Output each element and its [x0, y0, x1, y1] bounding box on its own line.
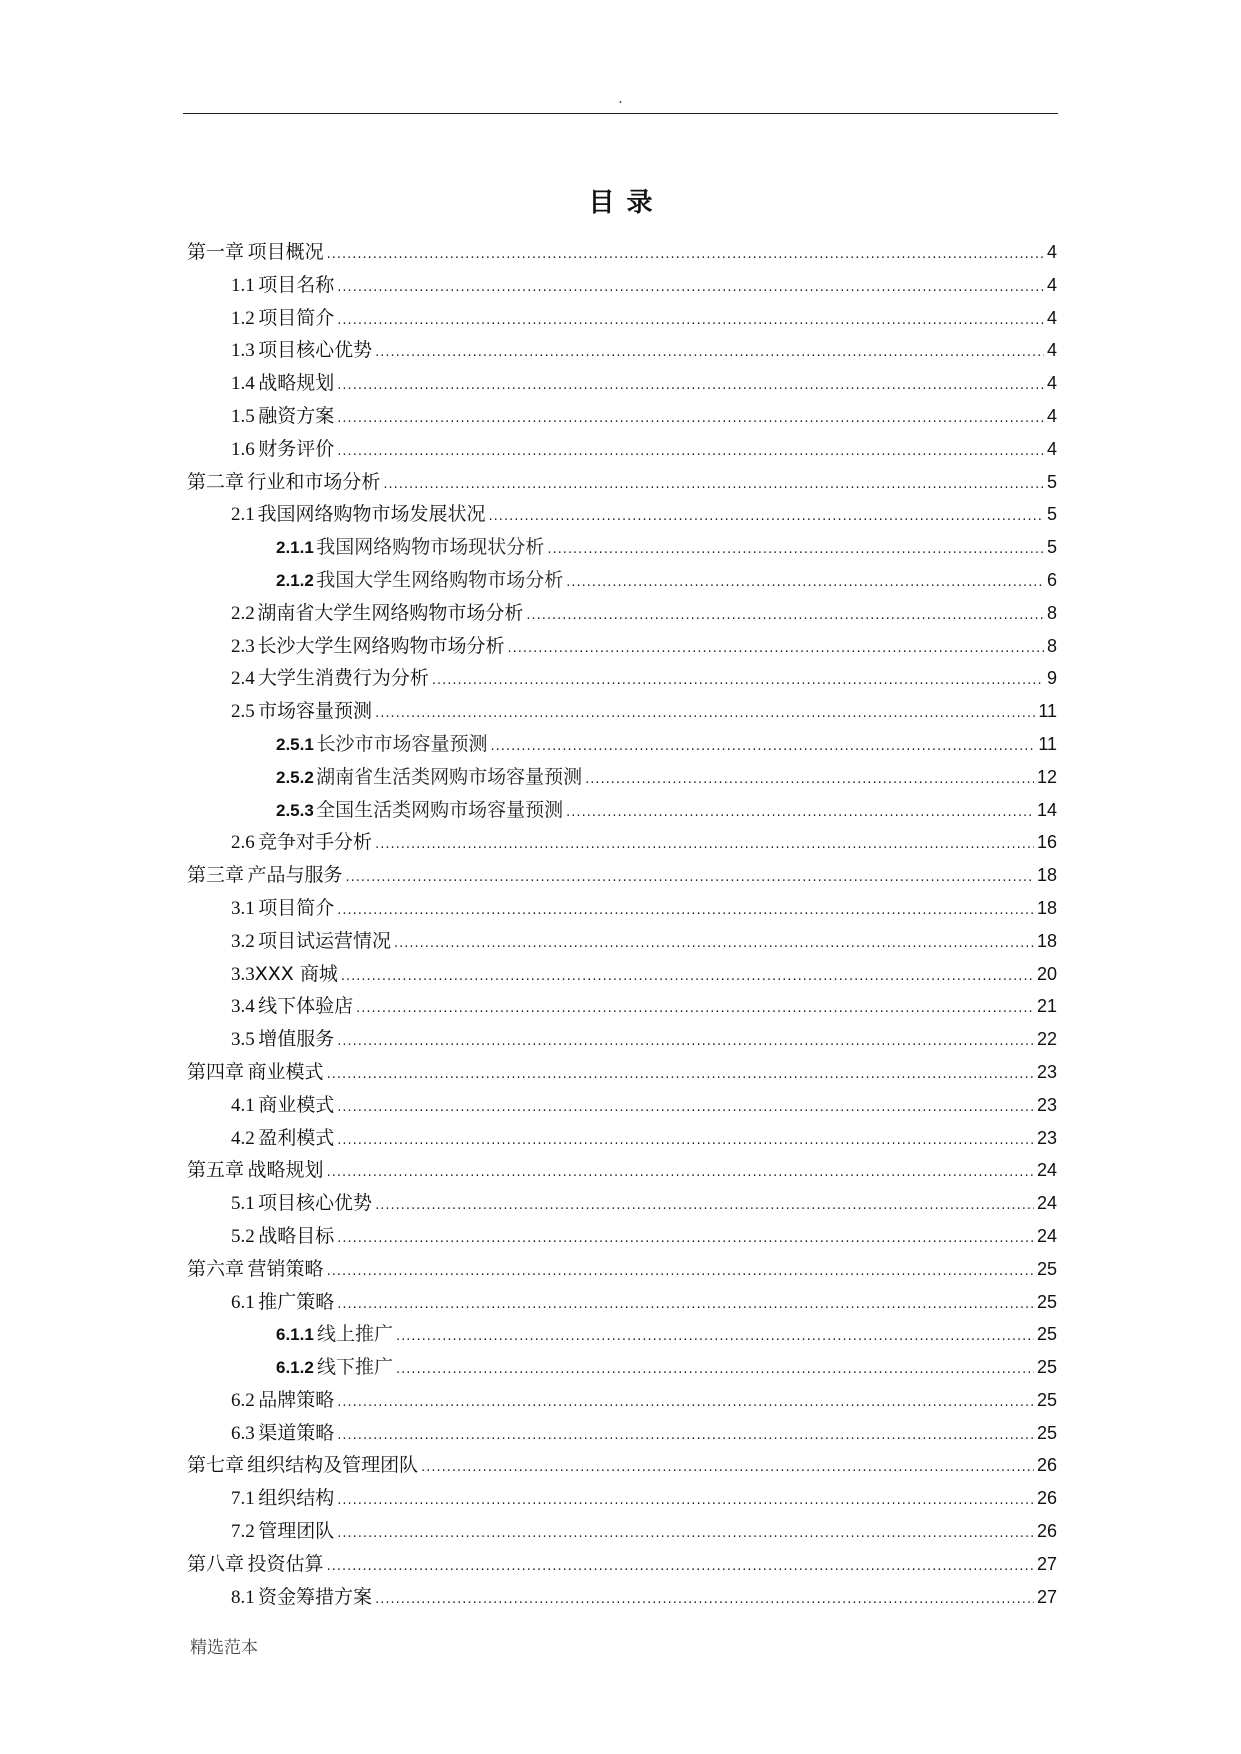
toc-entry-level-2[interactable]	[187, 892, 1057, 925]
toc-entry-title: 渠道策略	[258, 1421, 335, 1444]
toc-entry-page-number: 18	[1036, 930, 1057, 951]
toc-dot-leader	[337, 1387, 1034, 1420]
toc-entry-number: 3.2	[231, 930, 255, 952]
toc-entry-page-number: 22	[1036, 1029, 1057, 1050]
toc-entry-page-number: 23	[1036, 1127, 1057, 1148]
toc-entry-number: 5.1	[231, 1193, 255, 1215]
toc-dot-leader	[337, 1125, 1034, 1158]
toc-dot-leader	[432, 665, 1044, 698]
toc-entry-number: 2.5.2	[276, 767, 314, 787]
toc-entry-level-3[interactable]	[187, 1318, 1057, 1351]
toc-entry-page-number: 27	[1036, 1553, 1057, 1574]
toc-entry-number: 5.2	[231, 1225, 255, 1247]
toc-entry-level-2[interactable]	[187, 367, 1057, 400]
toc-entry-number: 6.1	[231, 1291, 255, 1313]
toc-entry-title: 产品与服务	[247, 864, 343, 887]
toc-entry-level-2[interactable]	[187, 433, 1057, 466]
toc-entry-title: 线上推广	[317, 1323, 394, 1346]
toc-entry-title: 湖南省大学生网络购物市场分析	[257, 601, 524, 624]
toc-entry-page-number: 9	[1046, 668, 1057, 689]
toc-entry-page-number: 24	[1036, 1193, 1057, 1214]
toc-entry-title: 项目核心优势	[258, 339, 373, 362]
toc-entry-number: 1.3	[231, 340, 255, 362]
toc-entry-title: 项目试运营情况	[257, 929, 391, 952]
toc-entry-number: 6.1.1	[276, 1325, 314, 1345]
toc-entry-title: 增值服务	[258, 1028, 335, 1051]
toc-dot-leader	[341, 961, 1034, 994]
toc-entry-title: 融资方案	[258, 404, 335, 427]
toc-entry-page-number: 26	[1036, 1488, 1057, 1509]
toc-entry-page-number: 8	[1046, 602, 1057, 623]
toc-entry-number: 第三章	[187, 864, 245, 887]
toc-entry-level-2[interactable]	[187, 1581, 1057, 1614]
toc-dot-leader	[337, 1518, 1034, 1551]
toc-entry-page-number: 23	[1036, 1061, 1057, 1082]
toc-entry-level-3[interactable]	[187, 728, 1057, 761]
toc-entry-title: 商业模式	[258, 1093, 335, 1116]
toc-dot-leader	[396, 1321, 1034, 1354]
toc-entry-level-2[interactable]	[187, 597, 1057, 630]
toc-entry-page-number: 21	[1036, 996, 1057, 1017]
toc-entry-number: 3.3	[231, 963, 255, 985]
toc-entry-page-number: 25	[1036, 1357, 1057, 1378]
toc-entry-number: 3.4	[231, 996, 255, 1018]
toc-entry-title: 组织结构	[258, 1487, 335, 1510]
toc-entry-number: 7.1	[231, 1488, 255, 1510]
toc-entry-page-number: 4	[1046, 340, 1057, 361]
toc-entry-title: 推广策略	[258, 1290, 335, 1313]
toc-dot-leader	[337, 1026, 1034, 1059]
toc-entry-level-1[interactable]	[187, 859, 1057, 892]
toc-entry-title: 长沙市市场容量预测	[316, 732, 488, 755]
toc-entry-level-2[interactable]	[187, 925, 1057, 958]
toc-entry-level-2[interactable]	[187, 498, 1057, 531]
toc-entry-page-number: 5	[1046, 471, 1057, 492]
toc-dot-leader	[375, 698, 1035, 731]
toc-entry-number: 4.2	[231, 1127, 255, 1149]
toc-entry-page-number: 11	[1038, 733, 1057, 754]
toc-dot-leader	[337, 895, 1034, 928]
toc-entry-number: 2.3	[231, 635, 255, 657]
toc-entry-page-number: 5	[1046, 537, 1057, 558]
toc-entry-number: 第二章	[187, 470, 245, 493]
toc-dot-leader	[327, 1551, 1034, 1584]
toc-entry-title: 项目简介	[258, 306, 335, 329]
footer-text: 精选范本	[190, 1638, 258, 1658]
toc-entry-level-3[interactable]	[187, 564, 1057, 597]
table-of-contents	[187, 236, 1057, 1613]
toc-entry-level-2[interactable]	[187, 334, 1057, 367]
toc-entry-level-2[interactable]	[187, 302, 1057, 335]
header-rule	[183, 113, 1058, 114]
toc-entry-number: 第八章	[187, 1552, 245, 1575]
toc-entry-level-2[interactable]	[187, 1023, 1057, 1056]
toc-entry-number: 2.1	[231, 504, 255, 526]
toc-dot-leader	[566, 567, 1044, 600]
toc-entry-number: 1.1	[231, 274, 255, 296]
toc-entry-page-number: 14	[1036, 799, 1057, 820]
toc-entry-level-2[interactable]	[187, 1482, 1057, 1515]
toc-entry-number: 6.3	[231, 1422, 255, 1444]
toc-entry-level-2[interactable]	[187, 269, 1057, 302]
toc-entry-page-number: 23	[1036, 1094, 1057, 1115]
toc-entry-number: 3.5	[231, 1029, 255, 1051]
toc-entry-page-number: 24	[1036, 1160, 1057, 1181]
toc-entry-page-number: 16	[1036, 832, 1057, 853]
toc-entry-level-2[interactable]	[187, 1417, 1057, 1450]
toc-entry-page-number: 18	[1036, 897, 1057, 918]
toc-dot-leader	[394, 928, 1034, 961]
toc-dot-leader	[396, 1354, 1034, 1387]
toc-entry-number: 2.4	[231, 668, 255, 690]
toc-entry-page-number: 4	[1046, 438, 1057, 459]
toc-entry-page-number: 20	[1036, 963, 1057, 984]
toc-entry-level-2[interactable]	[187, 1220, 1057, 1253]
toc-dot-leader	[585, 764, 1034, 797]
toc-entry-level-2[interactable]	[187, 958, 1057, 991]
toc-entry-level-1[interactable]	[187, 466, 1057, 499]
toc-entry-title: 营销策略	[247, 1257, 324, 1280]
toc-dot-leader	[337, 272, 1044, 305]
toc-entry-page-number: 25	[1036, 1324, 1057, 1345]
toc-entry-title: 行业和市场分析	[247, 470, 381, 493]
toc-entry-title: 盈利模式	[258, 1126, 335, 1149]
toc-entry-level-2[interactable]	[187, 1515, 1057, 1548]
toc-entry-number: 2.1.1	[276, 538, 314, 558]
toc-entry-number: 1.4	[231, 373, 255, 395]
toc-entry-number: 2.5.1	[276, 734, 314, 754]
toc-entry-number: 2.6	[231, 832, 255, 854]
toc-entry-page-number: 4	[1046, 242, 1057, 262]
toc-entry-page-number: 26	[1036, 1455, 1057, 1476]
toc-entry-page-number: 4	[1046, 373, 1057, 394]
toc-dot-leader	[327, 1256, 1034, 1289]
toc-entry-title: 组织结构及管理团队	[247, 1454, 419, 1477]
toc-entry-page-number: 4	[1046, 274, 1057, 295]
toc-entry-number: 2.1.2	[276, 570, 314, 590]
toc-dot-leader	[337, 370, 1044, 403]
toc-entry-number: 7.2	[231, 1521, 255, 1543]
toc-dot-leader	[383, 469, 1044, 502]
toc-dot-leader	[337, 305, 1044, 338]
toc-dot-leader	[337, 1223, 1034, 1256]
toc-entry-number: 1.2	[231, 307, 255, 329]
toc-entry-page-number: 27	[1036, 1586, 1057, 1607]
toc-entry-title: 财务评价	[258, 437, 335, 460]
toc-entry-number: 6.2	[231, 1389, 255, 1411]
toc-entry-number: 第七章	[187, 1454, 245, 1477]
toc-entry-level-2[interactable]	[187, 662, 1057, 695]
toc-dot-leader	[375, 1190, 1034, 1223]
toc-entry-number: 第五章	[187, 1159, 245, 1182]
toc-entry-number: 4.1	[231, 1094, 255, 1116]
toc-entry-title: 投资估算	[247, 1552, 324, 1575]
toc-dot-leader	[566, 797, 1034, 830]
toc-entry-level-3[interactable]	[187, 794, 1057, 827]
toc-entry-title: 我国网络购物市场发展状况	[257, 503, 486, 526]
toc-entry-number: 1.6	[231, 438, 255, 460]
toc-entry-level-1[interactable]	[187, 1548, 1057, 1581]
toc-entry-page-number: 25	[1036, 1258, 1057, 1279]
toc-entry-level-3[interactable]	[187, 1351, 1057, 1384]
toc-entry-level-2[interactable]	[187, 1384, 1057, 1417]
toc-entry-title: 线下推广	[317, 1356, 394, 1379]
toc-entry-page-number: 4	[1046, 307, 1057, 328]
toc-dot-leader	[507, 633, 1044, 666]
toc-entry-title: 品牌策略	[258, 1388, 335, 1411]
toc-entry-title: 资金筹措方案	[258, 1585, 373, 1608]
toc-dot-leader	[491, 731, 1036, 764]
toc-entry-title: 湖南省生活类网购市场容量预测	[316, 765, 583, 788]
toc-dot-leader	[337, 1485, 1034, 1518]
toc-entry-title: 市场容量预测	[258, 700, 373, 723]
toc-entry-title: 全国生活类网购市场容量预测	[316, 798, 564, 821]
toc-entry-level-2[interactable]	[187, 990, 1057, 1023]
toc-entry-number: 2.5.3	[276, 800, 314, 820]
toc-dot-leader	[526, 600, 1044, 633]
toc-entry-number: 2.5	[231, 701, 255, 723]
toc-dot-leader	[327, 1157, 1034, 1190]
toc-entry-title: 项目概况	[247, 241, 324, 263]
toc-dot-leader	[327, 1059, 1034, 1092]
toc-entry-title: 管理团队	[258, 1520, 335, 1543]
toc-entry-page-number: 25	[1036, 1291, 1057, 1312]
toc-entry-page-number: 11	[1038, 701, 1057, 722]
toc-entry-title: 长沙大学生网络购物市场分析	[257, 634, 505, 657]
toc-entry-number: 第四章	[187, 1060, 245, 1083]
toc-entry-page-number: 25	[1036, 1389, 1057, 1410]
toc-entry-page-number: 4	[1046, 405, 1057, 426]
toc-entry-level-1[interactable]	[187, 236, 1057, 269]
toc-dot-leader	[356, 993, 1034, 1026]
toc-entry-title: 竞争对手分析	[258, 831, 373, 854]
toc-entry-title: 战略规划	[247, 1159, 324, 1182]
toc-entry-title: 项目核心优势	[258, 1192, 373, 1215]
toc-entry-level-2[interactable]	[187, 1089, 1057, 1122]
toc-entry-level-1[interactable]	[187, 1449, 1057, 1482]
toc-entry-level-2[interactable]	[187, 1187, 1057, 1220]
toc-entry-level-2[interactable]	[187, 630, 1057, 663]
toc-entry-title: XXX 商城	[254, 962, 338, 985]
toc-dot-leader	[375, 1584, 1034, 1617]
toc-entry-level-3[interactable]	[187, 761, 1057, 794]
toc-title: 目录	[588, 188, 665, 218]
toc-dot-leader	[337, 403, 1044, 436]
toc-entry-level-2[interactable]	[187, 1286, 1057, 1319]
toc-dot-leader	[337, 1289, 1034, 1322]
toc-entry-title: 我国大学生网络购物市场分析	[316, 568, 564, 591]
toc-entry-page-number: 24	[1036, 1225, 1057, 1246]
toc-entry-page-number: 5	[1046, 504, 1057, 525]
toc-entry-page-number: 26	[1036, 1521, 1057, 1542]
toc-entry-number: 2.2	[231, 602, 255, 624]
toc-entry-page-number: 12	[1036, 766, 1057, 787]
toc-dot-leader	[547, 534, 1044, 567]
toc-entry-level-1[interactable]	[187, 1056, 1057, 1089]
toc-entry-level-1[interactable]	[187, 1253, 1057, 1286]
toc-entry-page-number: 8	[1046, 635, 1057, 656]
toc-dot-leader	[345, 862, 1034, 895]
toc-entry-number: 第六章	[187, 1257, 245, 1280]
toc-entry-title: 大学生消费行为分析	[257, 667, 429, 690]
toc-entry-title: 线下体验店	[258, 995, 354, 1018]
toc-dot-leader	[421, 1452, 1034, 1485]
toc-entry-level-2[interactable]	[187, 1122, 1057, 1155]
toc-entry-number: 1.5	[231, 405, 255, 427]
toc-dot-leader	[337, 1420, 1034, 1453]
toc-dot-leader	[375, 337, 1044, 370]
toc-dot-leader	[489, 501, 1044, 534]
toc-entry-page-number: 25	[1036, 1422, 1057, 1443]
toc-entry-title: 项目简介	[258, 896, 335, 919]
toc-entry-title: 项目名称	[258, 273, 335, 296]
toc-entry-number: 6.1.2	[276, 1358, 314, 1378]
toc-entry-number: 3.1	[231, 897, 255, 919]
toc-entry-title: 我国网络购物市场现状分析	[316, 536, 545, 559]
toc-entry-title: 战略规划	[258, 372, 335, 395]
toc-entry-number: 第一章	[187, 241, 245, 263]
toc-entry-level-1[interactable]	[187, 1154, 1057, 1187]
toc-entry-title: 商业模式	[247, 1060, 324, 1083]
toc-entry-level-2[interactable]	[187, 826, 1057, 859]
toc-entry-page-number: 18	[1036, 865, 1057, 886]
toc-dot-leader	[337, 1092, 1034, 1125]
toc-dot-leader	[327, 239, 1044, 272]
header-mark: .	[618, 91, 623, 107]
toc-dot-leader	[375, 829, 1034, 862]
toc-entry-level-2[interactable]	[187, 695, 1057, 728]
toc-entry-level-3[interactable]	[187, 531, 1057, 564]
toc-dot-leader	[337, 436, 1044, 469]
toc-entry-page-number: 6	[1046, 569, 1057, 590]
toc-entry-level-2[interactable]	[187, 400, 1057, 433]
toc-entry-number: 8.1	[231, 1586, 255, 1608]
toc-entry-title: 战略目标	[258, 1224, 335, 1247]
